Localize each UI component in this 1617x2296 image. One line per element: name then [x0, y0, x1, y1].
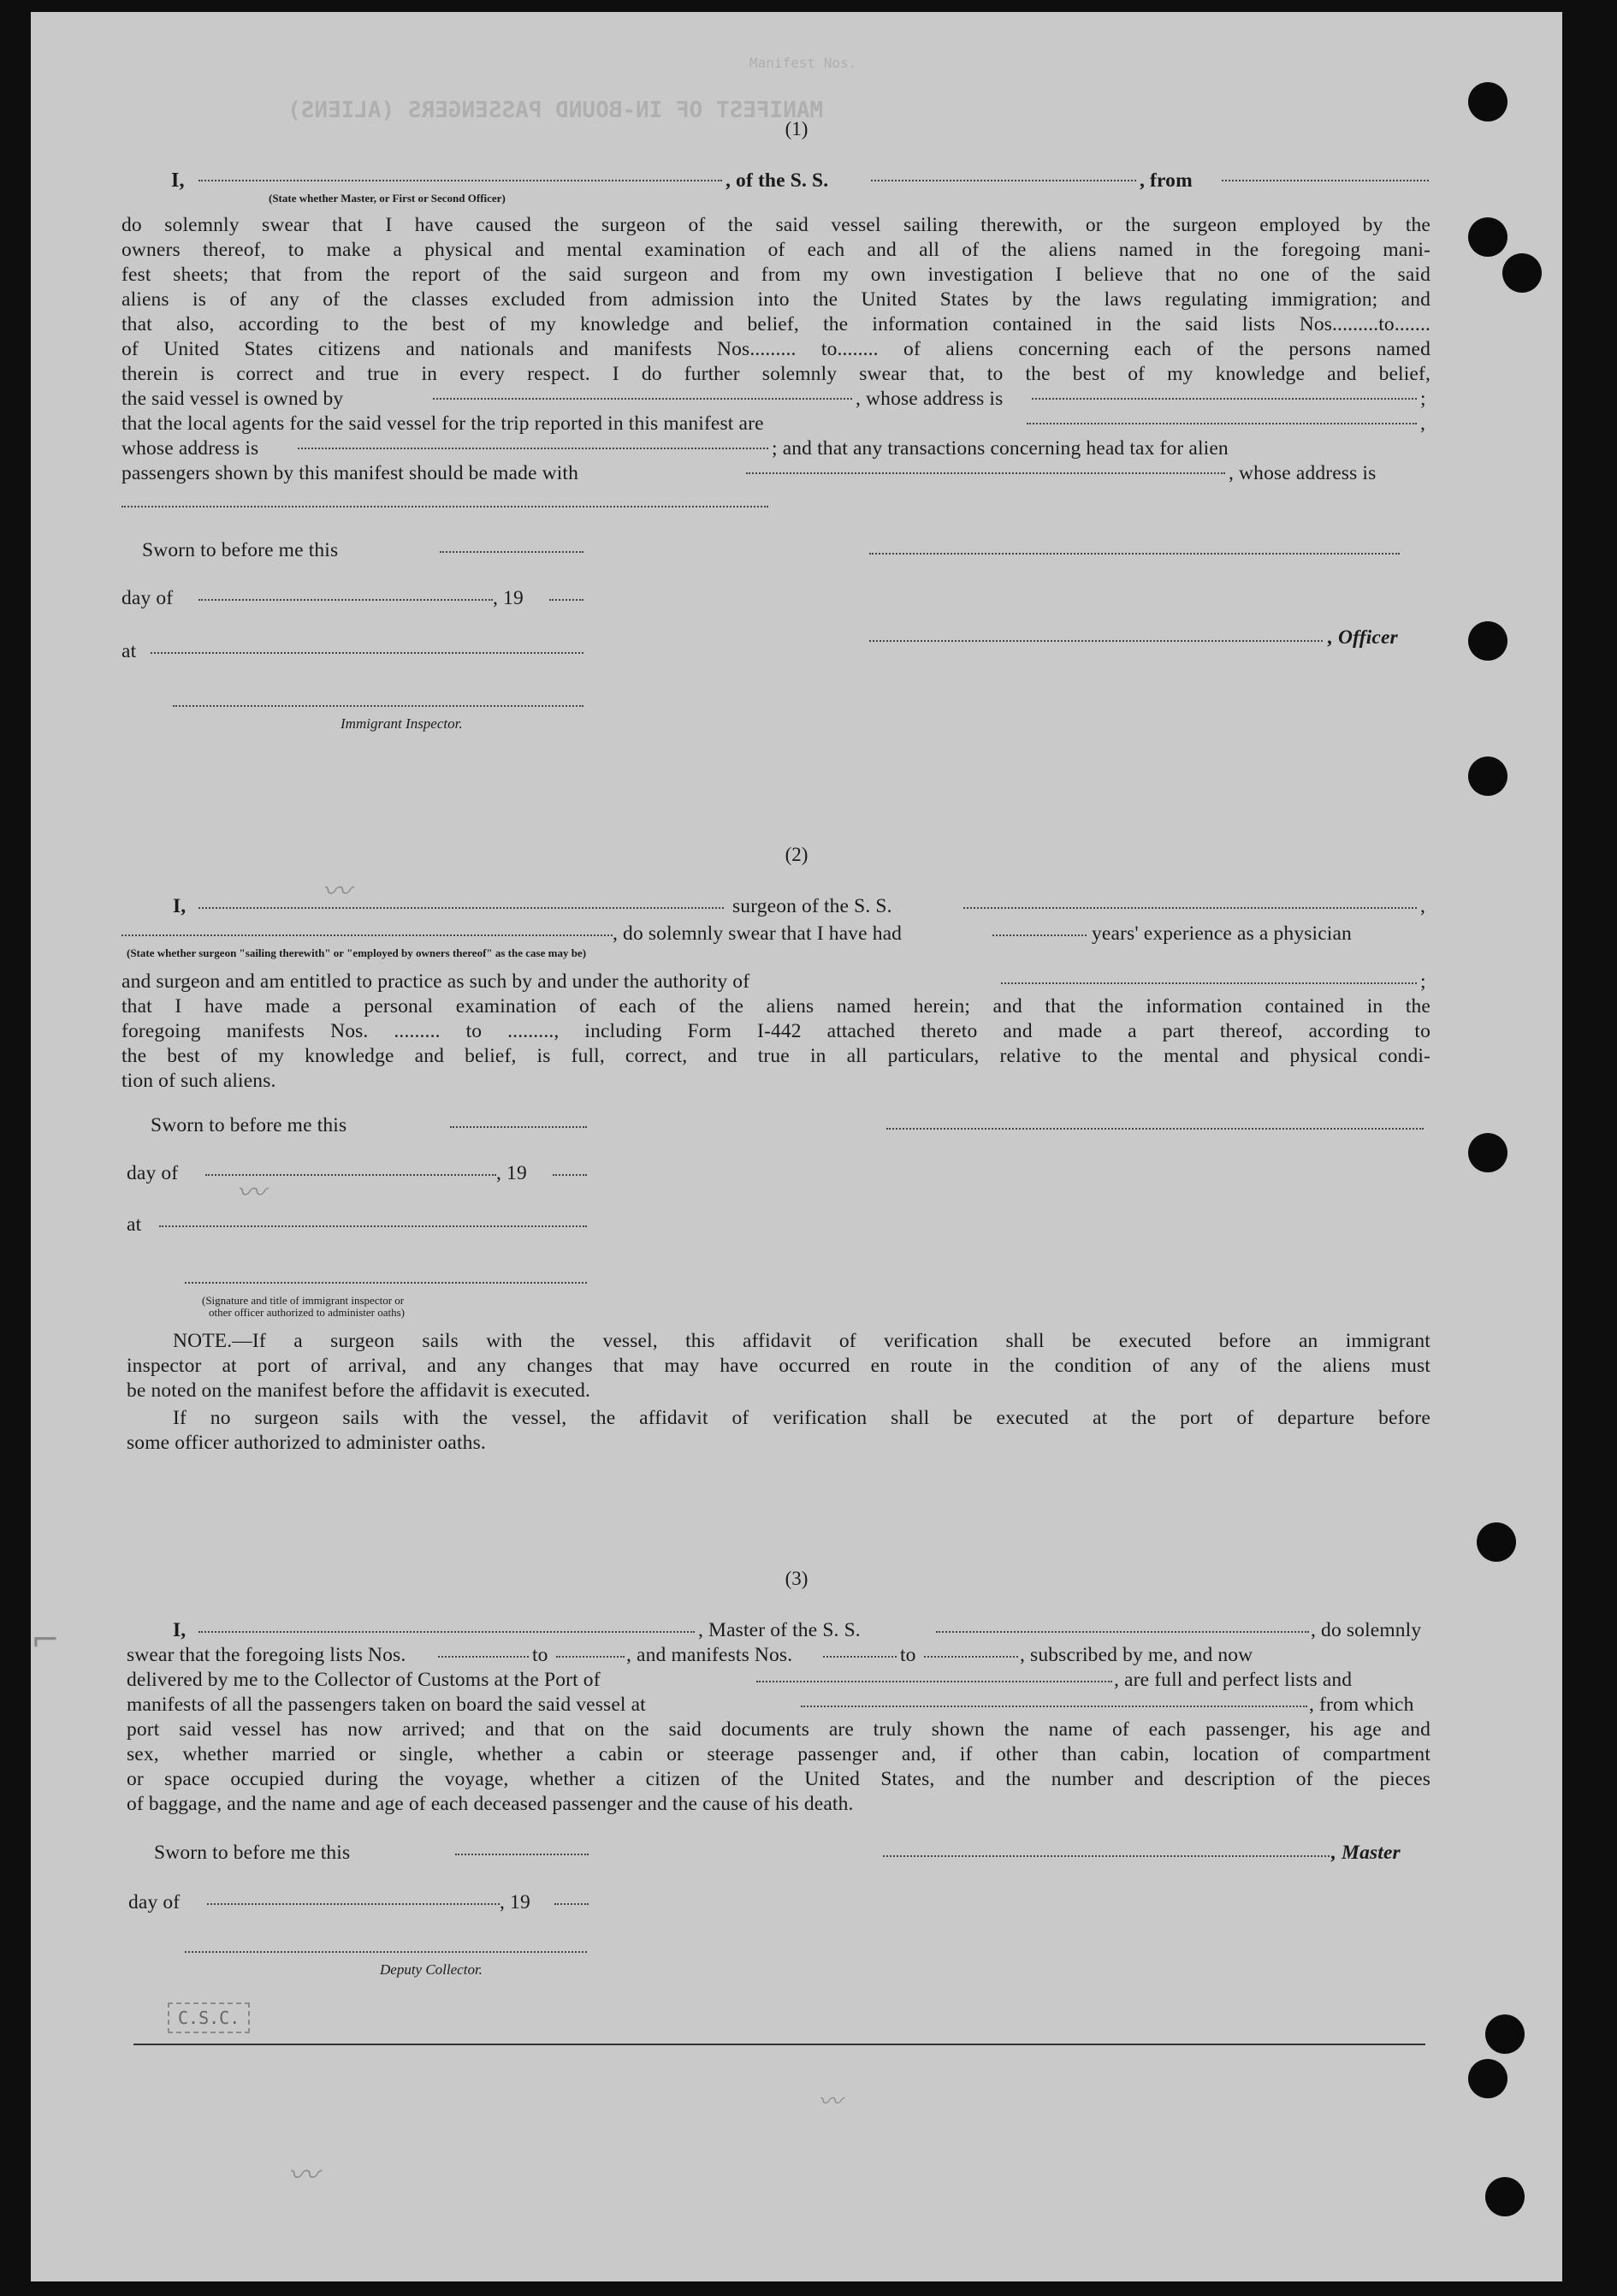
s1-officer-signature-field[interactable] — [869, 553, 1400, 555]
punch-hole — [1485, 2177, 1525, 2216]
s1-para-line: of United States citizens and nationals and manifests Nos......... to........ of aliens concerning each of the persons named — [121, 338, 1430, 360]
s3-master-name-field[interactable] — [198, 1631, 695, 1633]
s1-head-tax-field[interactable] — [746, 472, 1225, 474]
punch-hole — [1468, 217, 1507, 257]
s1-owner-field[interactable] — [433, 398, 852, 400]
s2-surgeon-status-field[interactable] — [121, 934, 613, 936]
s2-signature-field[interactable] — [886, 1128, 1424, 1130]
s2-sig-caption-1: (Signature and title of immigrant inspector or — [202, 1294, 405, 1307]
s2-sworn-day-field[interactable] — [450, 1126, 587, 1128]
s2-sig-caption-2: other officer authorized to administer oaths) — [209, 1306, 405, 1319]
s3-master-signature-field[interactable] — [883, 1855, 1330, 1857]
s3-manifests-to-field[interactable] — [924, 1656, 1018, 1658]
section-1-number: (1) — [785, 118, 808, 139]
s2-day-of-label: day of — [127, 1162, 179, 1184]
s3-to-label-2: to — [900, 1644, 916, 1666]
pencil-mark: ⌐ — [31, 1621, 60, 1660]
s3-para-line: sex, whether married or single, whether a cabin or steerage passenger and, if other than cabin, location of compartment — [127, 1743, 1430, 1765]
s3-collector-caption: Deputy Collector. — [380, 1961, 483, 1978]
s2-para-line: the best of my knowledge and belief, is full, correct, and true in all particulars, relative to the mental and physical condi- — [121, 1045, 1430, 1067]
s1-i: I, — [171, 169, 185, 192]
s3-master-label: , Master — [1331, 1842, 1401, 1864]
s3-master-of-label: , Master of the S. S. — [698, 1619, 861, 1641]
s2-years-field[interactable] — [992, 934, 1087, 936]
s2-year-field[interactable] — [553, 1174, 587, 1176]
s3-day-of-label: day of — [128, 1891, 181, 1913]
s3-manifests-label: manifests of all the passengers taken on board the said vessel at — [127, 1694, 646, 1716]
s1-para-line: therein is correct and true in every respect. I do further solemnly swear that, to the best of my knowledge and belief, — [121, 363, 1430, 385]
pencil-mark: 〰 — [818, 2087, 843, 2115]
s2-at-label: at — [127, 1213, 142, 1236]
s1-head-tax-address-label: , whose address is — [1229, 462, 1377, 484]
s2-authority-label: and surgeon and am entitled to practice as such by and under the authority of — [121, 970, 750, 993]
s2-years-label: years' experience as a physician — [1092, 923, 1352, 945]
s1-ship-field[interactable] — [871, 180, 1136, 181]
s1-semicolon: ; — [1420, 388, 1426, 410]
s1-oath-line — [171, 169, 185, 193]
section-3-number: (3) — [785, 1568, 808, 1589]
s2-note-line: be noted on the manifest before the affidavit is executed. — [127, 1379, 591, 1402]
s3-port-field[interactable] — [756, 1681, 1112, 1682]
punch-hole — [1485, 2014, 1525, 2054]
s2-para-line: that I have made a personal examination of each of the aliens named herein; and that the information contained in the — [121, 995, 1430, 1017]
s1-day-of-label: day of — [121, 587, 174, 609]
s1-sworn-label: Sworn to before me this — [142, 539, 339, 561]
s1-at-label: at — [121, 640, 137, 662]
s2-sworn-label: Sworn to before me this — [151, 1114, 347, 1136]
s3-para-line: or space occupied during the voyage, whether a citizen of the United States, and the number and description of the pieces — [127, 1768, 1430, 1790]
s1-month-field[interactable] — [198, 599, 493, 601]
stamp-mark: C.S.C. — [168, 2002, 250, 2033]
s2-comma: , — [1420, 895, 1426, 917]
section-2-number: (2) — [785, 844, 808, 865]
bleed-through-header-small: Manifest Nos. — [749, 55, 857, 71]
s3-i: I, — [173, 1619, 187, 1641]
s1-inspector-caption: Immigrant Inspector. — [341, 715, 463, 732]
s2-authority-field[interactable] — [1001, 982, 1417, 984]
s1-agents-address-field[interactable] — [298, 448, 768, 449]
s3-para-line: port said vessel has now arrived; and that on the said documents are truly shown the name of each passenger, his age and — [127, 1718, 1430, 1741]
s2-para-line: foregoing manifests Nos. ......... to ........., including Form I-442 attached thereto and made a part thereof, according to — [121, 1020, 1430, 1042]
s3-ship-field[interactable] — [936, 1631, 1309, 1633]
manifest-affidavit-page — [31, 12, 1562, 2281]
s2-at-field[interactable] — [159, 1225, 587, 1227]
s2-status-caption: (State whether surgeon "sailing therewith" or "employed by owners thereof" as the case may be) — [127, 946, 587, 959]
punch-hole — [1468, 2059, 1507, 2098]
s2-surgeon-of-label: surgeon of the S. S. — [732, 895, 892, 917]
s3-from-which-label: , from which — [1309, 1694, 1414, 1716]
s1-para-line: fest sheets; that from the report of the said surgeon and from my own investigation I believe that no one of the said — [121, 264, 1430, 286]
s2-note-line: NOTE.—If a surgeon sails with the vessel, this affidavit of verification shall be executed before an immigrant — [173, 1330, 1430, 1352]
s3-delivered-label: delivered by me to the Collector of Customs at the Port of — [127, 1669, 601, 1691]
s2-i: I, — [173, 895, 187, 917]
s3-manifests-from-field[interactable] — [823, 1656, 897, 1658]
s1-local-agents-field[interactable] — [1027, 423, 1417, 424]
s3-sworn-day-field[interactable] — [455, 1854, 589, 1855]
s1-owned-by-label: the said vessel is owned by — [121, 388, 344, 410]
s2-semicolon: ; — [1420, 970, 1426, 993]
punch-hole — [1502, 253, 1542, 293]
s3-para-line: of baggage, and the name and age of each deceased passenger and the cause of his death. — [127, 1793, 854, 1815]
s2-year-label: , 19 — [496, 1162, 527, 1184]
punch-hole — [1477, 1522, 1516, 1562]
s2-note-line: If no surgeon sails with the vessel, the affidavit of verification shall be executed at the port of departure before — [173, 1407, 1430, 1429]
s2-inspector-signature-field[interactable] — [185, 1282, 587, 1284]
s1-para-line: owners thereof, to make a physical and mental examination of each and all of the aliens named in the foregoing mani- — [121, 239, 1430, 261]
s1-agents-address-label: whose address is — [121, 437, 259, 460]
pencil-mark: 〰 — [287, 2158, 319, 2193]
s1-para-line: aliens is of any of the classes excluded from admission into the United States by the laws regulating immigration; and — [121, 288, 1430, 311]
s1-comma: , — [1420, 412, 1426, 435]
s2-note-line: inspector at port of arrival, and any changes that may have occurred en route in the condition of any of the aliens must — [127, 1355, 1430, 1377]
s3-subscribed-label: , subscribed by me, and now — [1020, 1644, 1253, 1666]
punch-hole — [1468, 1133, 1507, 1172]
pencil-mark: 〰 — [322, 875, 351, 909]
s1-officer-label: , Officer — [1328, 626, 1398, 649]
s3-embark-port-field[interactable] — [801, 1706, 1307, 1707]
s1-of-ss-label: , of the S. S. — [726, 169, 829, 192]
s3-do-solemnly-label: , do solemnly — [1311, 1619, 1422, 1641]
s1-owner-address-field[interactable] — [1032, 398, 1417, 400]
s2-para-line: tion of such aliens. — [121, 1070, 276, 1092]
s1-para-line: that also, according to the best of my knowledge and belief, the information contained in the said lists Nos.........to....... — [121, 313, 1430, 335]
s3-lists-from-field[interactable] — [438, 1656, 529, 1658]
s1-officer-caption: (State whether Master, or First or Second Officer) — [269, 192, 506, 205]
s1-local-agents-label: that the local agents for the said vessel for the trip reported in this manifest are — [121, 412, 764, 435]
s1-head-tax-label: ; and that any transactions concerning head tax for alien — [772, 437, 1229, 460]
s1-year-label: , 19 — [493, 587, 524, 609]
pencil-mark: 〰 — [236, 1176, 265, 1210]
s1-year-field[interactable] — [549, 599, 583, 601]
punch-hole — [1468, 621, 1507, 661]
s1-inspector-signature-field[interactable] — [173, 705, 583, 707]
s1-from-label: , from — [1140, 169, 1193, 192]
s3-collector-signature-field[interactable] — [185, 1951, 587, 1953]
s1-at-field[interactable] — [151, 652, 583, 654]
s1-passengers-label: passengers shown by this manifest should be made with — [121, 462, 579, 484]
s1-owner-address-label: , whose address is — [856, 388, 1004, 410]
s1-officer-field[interactable] — [198, 180, 722, 181]
s3-sworn-label: Sworn to before me this — [154, 1842, 351, 1864]
s2-ship-field[interactable] — [963, 907, 1417, 909]
s2-surgeon-name-field[interactable] — [198, 907, 724, 909]
s1-officer-line[interactable] — [869, 640, 1323, 642]
s3-lists-to-field[interactable] — [556, 1656, 625, 1658]
s3-swear-label: swear that the foregoing lists Nos. — [127, 1644, 406, 1666]
s1-head-tax-address-field[interactable] — [121, 506, 768, 507]
s1-from-field[interactable] — [1222, 180, 1429, 181]
punch-hole — [1468, 82, 1507, 122]
s1-sworn-day-field[interactable] — [440, 551, 583, 553]
s2-do-swear-label: , do solemnly swear that I have had — [613, 923, 903, 945]
punch-hole — [1468, 756, 1507, 796]
s3-month-field[interactable] — [207, 1903, 500, 1905]
bottom-rule — [133, 2044, 1425, 2045]
s3-full-lists-label: , are full and perfect lists and — [1114, 1669, 1353, 1691]
s2-note-line: some officer authorized to administer oaths. — [127, 1432, 486, 1454]
s3-and-manifests-label: , and manifests Nos. — [626, 1644, 793, 1666]
s1-para-line: do solemnly swear that I have caused the surgeon of the said vessel sailing therewith, or the surgeon employed by the — [121, 214, 1430, 236]
s3-to-label: to — [532, 1644, 548, 1666]
bleed-through-header: MANIFEST OF IN-BOUND PASSENGERS (ALIENS) — [287, 98, 824, 123]
s3-year-field[interactable] — [554, 1903, 589, 1905]
s3-year-label: , 19 — [500, 1891, 530, 1913]
